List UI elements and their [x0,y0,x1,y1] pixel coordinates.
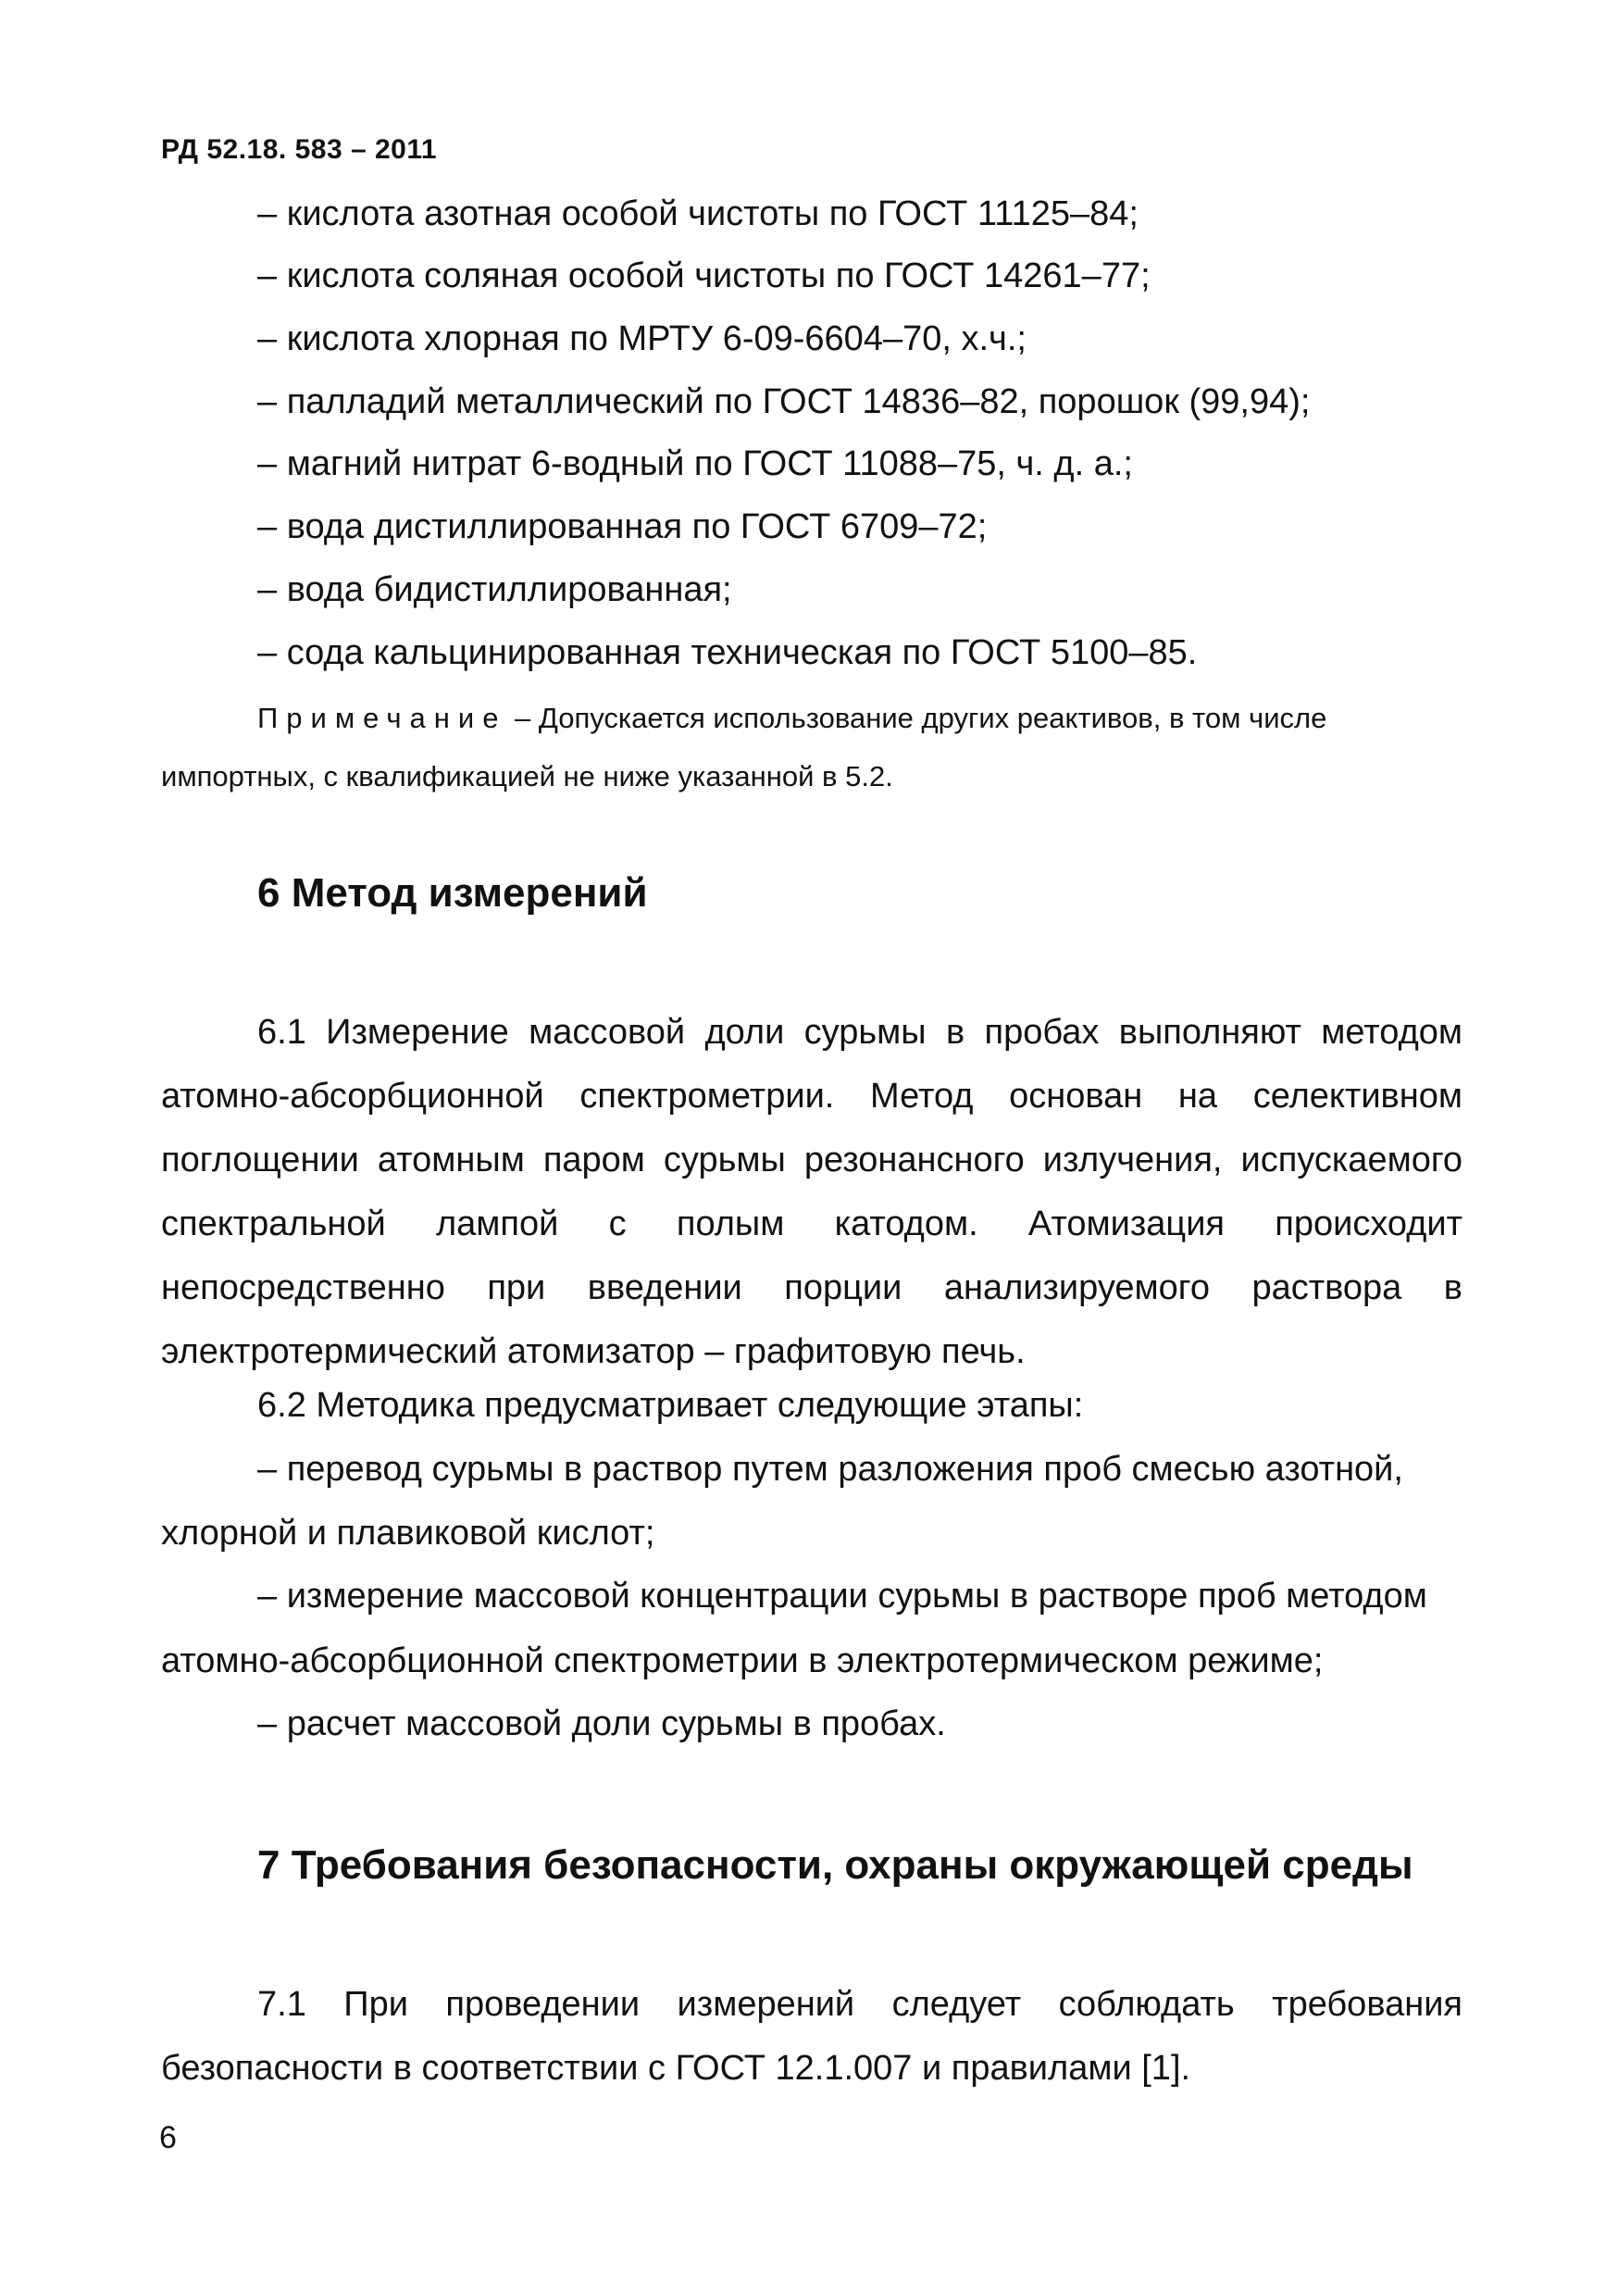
paragraph-text: 7.1 При проведении измерений следует соблюдать требования безопасности в соответствии с ГОСТ 12.1.007 и правилами [1]. [161,1985,1462,2088]
reagent-item: – кислота азотная особой чистоты по ГОСТ 11125–84; [257,194,1139,233]
reagent-item: – вода бидистиллированная; [257,570,732,609]
section-7-heading: 7 Требования безопасности, охраны окружающей среды [257,1842,1413,1888]
note-text: – Допускается использование других реактивов, в том числе [506,702,1327,734]
document-code-header: РД 52.18. 583 – 2011 [161,134,438,165]
note-line-2: импортных, с квалификацией не ниже указанной в 5.2. [161,760,893,792]
stage-item-continuation: атомно-абсорбционной спектрометрии в электротермическом режиме; [161,1641,1324,1680]
reagent-item: – палладий металлический по ГОСТ 14836–82, порошок (99,94); [257,382,1311,421]
stage-item: – расчет массовой доли сурьмы в пробах. [257,1704,946,1743]
paragraph-text: 6.1 Измерение массовой доли сурьмы в пробах выполняют методом атомно-абсорбционной спектрометрии. Метод основан на селективном поглощении атомным паром сурьмы резонансного излучения, испускаемого спектральной лампой с полым катодом. Атомизация происходит непосредственно при введении порции анализируемого раствора в электротермический атомизатор – графитовую печь. [161,1013,1462,1371]
section-6-1-paragraph [161,1001,1462,1384]
reagent-item: – сода кальцинированная техническая по ГОСТ 5100–85. [257,633,1198,672]
section-7-1-paragraph [161,1973,1462,2101]
stage-item-continuation: хлорной и плавиковой кислот; [161,1514,655,1553]
stage-item: – измерение массовой концентрации сурьмы в растворе проб методом [257,1577,1427,1616]
page-number: 6 [159,2120,177,2155]
note-label: Примечание [257,702,507,734]
section-6-heading: 6 Метод измерений [257,870,648,916]
reagent-item: – кислота соляная особой чистоты по ГОСТ 14261–77; [257,256,1151,295]
note-line-1 [257,701,1326,736]
section-6-2-intro: 6.2 Методика предусматривает следующие этапы: [257,1386,1084,1425]
reagent-item: – вода дистиллированная по ГОСТ 6709–72; [257,507,988,546]
stage-item: – перевод сурьмы в раствор путем разложения проб смесью азотной, [257,1450,1403,1489]
reagent-item: – магний нитрат 6-водный по ГОСТ 11088–75, ч. д. а.; [257,444,1133,483]
reagent-item: – кислота хлорная по МРТУ 6-09-6604–70, х.ч.; [257,319,1027,358]
